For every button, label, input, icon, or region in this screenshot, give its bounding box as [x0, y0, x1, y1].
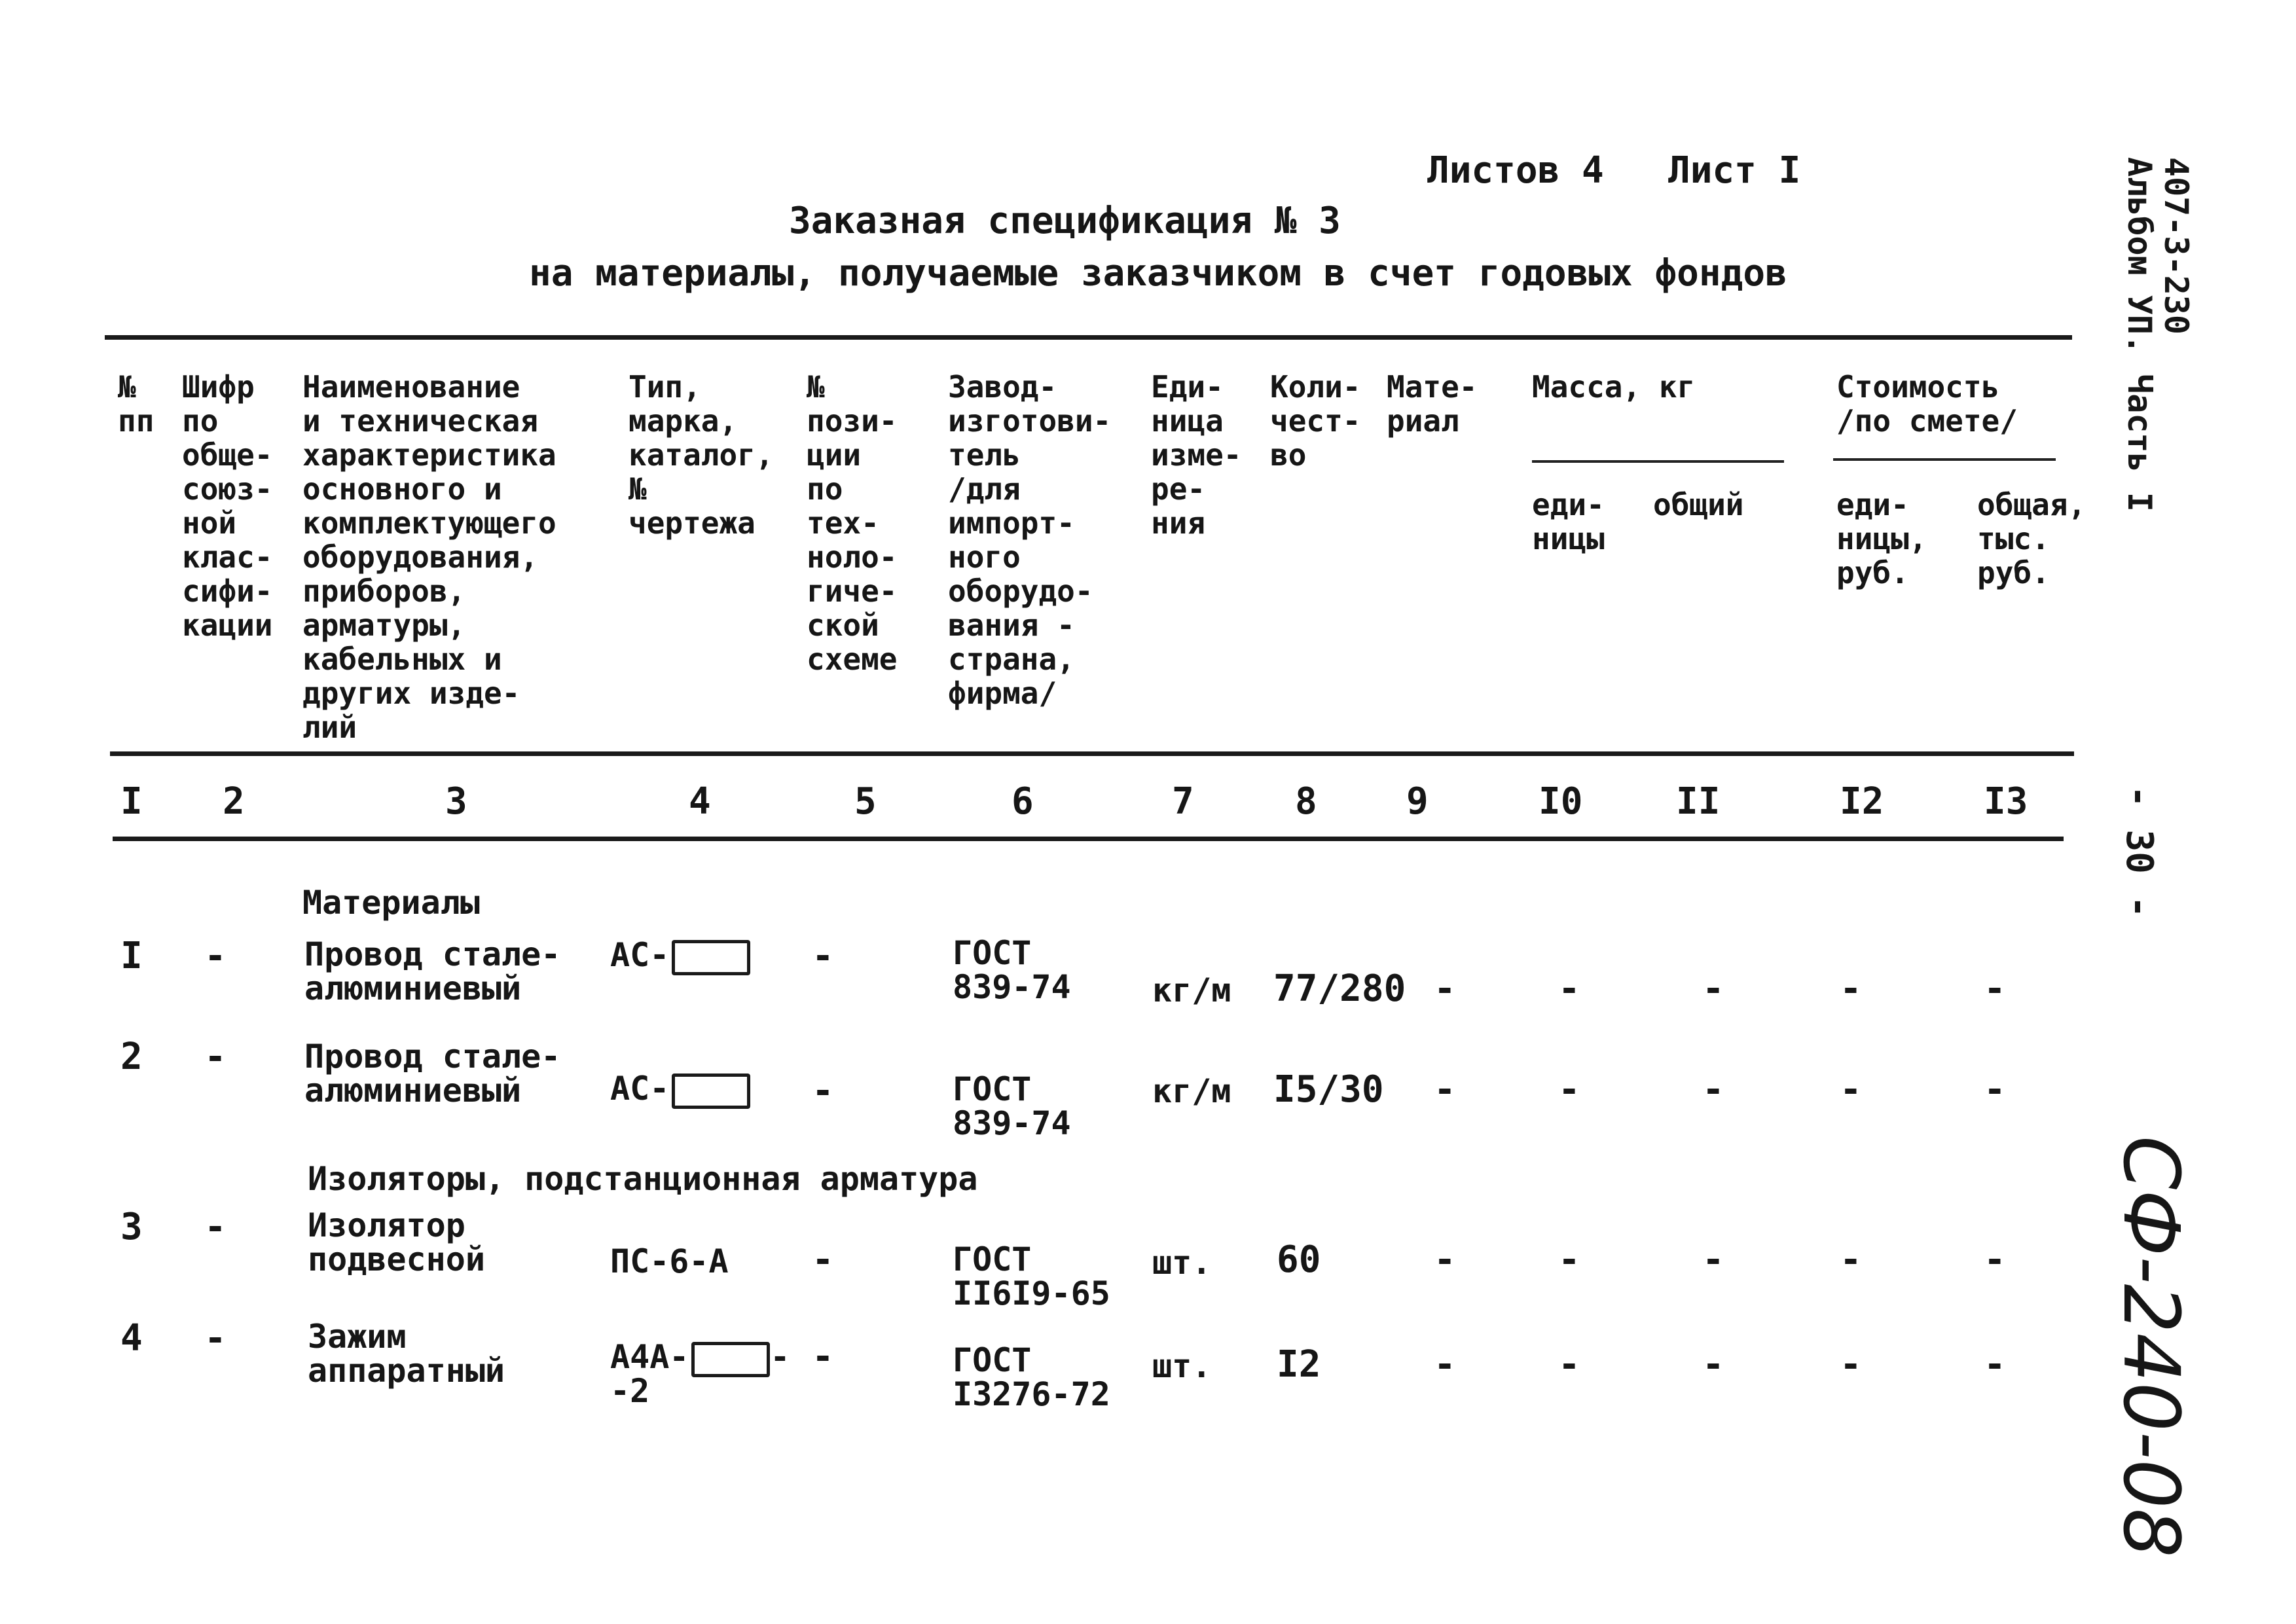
row-material: - [1434, 1343, 1456, 1386]
row-material: - [1434, 1068, 1456, 1111]
col-header-cost-total: общая, тыс. руб. [1977, 487, 2086, 590]
row-code: - [204, 1036, 227, 1078]
album-reference: 407-3-230 Альбом УП. Часть I [2121, 157, 2195, 512]
row-type: ПС-6-А [610, 1242, 729, 1280]
row-name: Зажим аппаратный [308, 1318, 505, 1390]
col-number: 6 [1011, 780, 1034, 823]
col-header-manufacturer: Завод- изготови- тель /для импорт- ного оборудо- вания - страна, фирма/ [948, 369, 1112, 711]
row-manufacturer: ГОСТ I3276-72 [953, 1341, 1110, 1413]
row-material: - [1434, 1238, 1456, 1281]
col-header-cost-unit: еди- ницы, руб. [1836, 487, 1927, 590]
row-mass-unit: - [1558, 1343, 1580, 1386]
col-number: I [120, 780, 143, 823]
col-header-quantity: Коли- чест- во [1270, 369, 1361, 473]
row-manufacturer: ГОСТ 839-74 [953, 934, 1071, 1006]
row-cost-unit: - [1840, 1068, 1862, 1111]
row-material: - [1434, 967, 1456, 1010]
row-unit: шт. [1152, 1244, 1212, 1282]
cost-subheader-rule [1833, 458, 2056, 461]
row-mass-total: - [1702, 967, 1724, 1010]
col-number: 5 [854, 780, 877, 823]
col-header-code: Шифр по обще- союз- ной клас- сифи- кации [182, 369, 273, 643]
col-number: 7 [1172, 780, 1194, 823]
blank-field [672, 1074, 750, 1109]
blank-field [672, 940, 750, 975]
row-mass-unit: - [1558, 1238, 1580, 1281]
document-title: Заказная спецификация № 3 [789, 200, 1341, 242]
row-quantity: I5/30 [1273, 1068, 1384, 1111]
row-name: Изолятор подвесной [308, 1206, 485, 1278]
row-mass-unit: - [1558, 1068, 1580, 1111]
row-type: АС- [610, 936, 750, 975]
row-unit: кг/м [1152, 971, 1231, 1009]
row-mass-total: - [1702, 1343, 1724, 1386]
page-number: - 30 - [2118, 785, 2160, 918]
row-cost-unit: - [1840, 967, 1862, 1010]
col-header-name: Наименование и техническая характеристика основного и комплектующего оборудования, приборов, арматуры, кабельных и других изде- лий [302, 369, 556, 745]
row-cost-total: - [1984, 1343, 2006, 1386]
section-heading-insulators: Изоляторы, подстанционная арматура [308, 1160, 978, 1198]
row-position: - [812, 1070, 834, 1112]
col-number: I3 [1984, 780, 2028, 823]
row-type: АС- [610, 1070, 750, 1109]
row-quantity: 77/280 [1273, 967, 1406, 1010]
row-num: 4 [120, 1317, 143, 1360]
row-position: - [812, 1335, 834, 1378]
row-num: I [120, 935, 143, 977]
row-cost-total: - [1984, 1238, 2006, 1281]
row-quantity: I2 [1277, 1343, 1321, 1386]
col-header-mass-total: общий [1653, 487, 1744, 522]
row-num: 3 [120, 1206, 143, 1248]
col-number: II [1676, 780, 1721, 823]
row-cost-unit: - [1840, 1343, 1862, 1386]
sheets-count: Листов 4 [1427, 149, 1604, 192]
row-mass-unit: - [1558, 967, 1580, 1010]
col-number: I2 [1840, 780, 1884, 823]
row-type-continuation: -2 [610, 1372, 650, 1410]
row-name: Провод стале- алюминиевый [304, 1038, 561, 1110]
col-header-cost: Стоимость /по смете/ [1836, 369, 2018, 439]
col-header-material: Мате- риал [1387, 369, 1478, 439]
row-manufacturer: ГОСТ 839-74 [953, 1070, 1071, 1142]
table-top-rule [105, 335, 2072, 340]
row-quantity: 60 [1277, 1238, 1321, 1281]
row-name: Провод стале- алюминиевый [304, 935, 561, 1007]
sheet-number: Лист I [1668, 149, 1801, 192]
row-code: - [204, 935, 227, 977]
col-number: 8 [1295, 780, 1317, 823]
col-number: 9 [1406, 780, 1429, 823]
col-number: 4 [689, 780, 711, 823]
row-code: - [204, 1206, 227, 1248]
row-manufacturer: ГОСТ II6I9-65 [953, 1240, 1110, 1312]
col-number: 3 [445, 780, 467, 823]
col-header-mass-unit: еди- ницы [1532, 487, 1605, 556]
mass-subheader-rule [1532, 460, 1784, 463]
row-unit: кг/м [1152, 1072, 1231, 1110]
row-cost-total: - [1984, 967, 2006, 1010]
row-mass-total: - [1702, 1238, 1724, 1281]
row-cost-total: - [1984, 1068, 2006, 1111]
row-cost-unit: - [1840, 1238, 1862, 1281]
row-type: А4А- - [610, 1338, 790, 1376]
col-header-unit: Еди- ница изме- ре- ния [1151, 369, 1242, 541]
col-header-num: № пп [118, 369, 155, 439]
row-mass-total: - [1702, 1068, 1724, 1111]
document-stamp: СФ-240-08 [2106, 1136, 2196, 1558]
col-header-mass: Масса, кг [1532, 369, 1696, 405]
header-bottom-rule [110, 751, 2074, 756]
col-header-position: № пози- ции по тех- ноло- гиче- ской схеме [807, 369, 898, 677]
row-code: - [204, 1317, 227, 1360]
col-header-type: Тип, марка, каталог, № чертежа [629, 369, 774, 541]
row-num: 2 [120, 1036, 143, 1078]
col-number: I0 [1539, 780, 1583, 823]
row-position: - [812, 935, 834, 977]
col-number: 2 [223, 780, 245, 823]
blank-field [691, 1342, 770, 1377]
column-numbers-rule [113, 837, 2064, 841]
section-heading-materials: Материалы [302, 884, 480, 922]
row-unit: шт. [1152, 1347, 1212, 1385]
row-position: - [812, 1238, 834, 1281]
document-subtitle: на материалы, получаемые заказчиком в счет годовых фондов [529, 252, 1787, 295]
